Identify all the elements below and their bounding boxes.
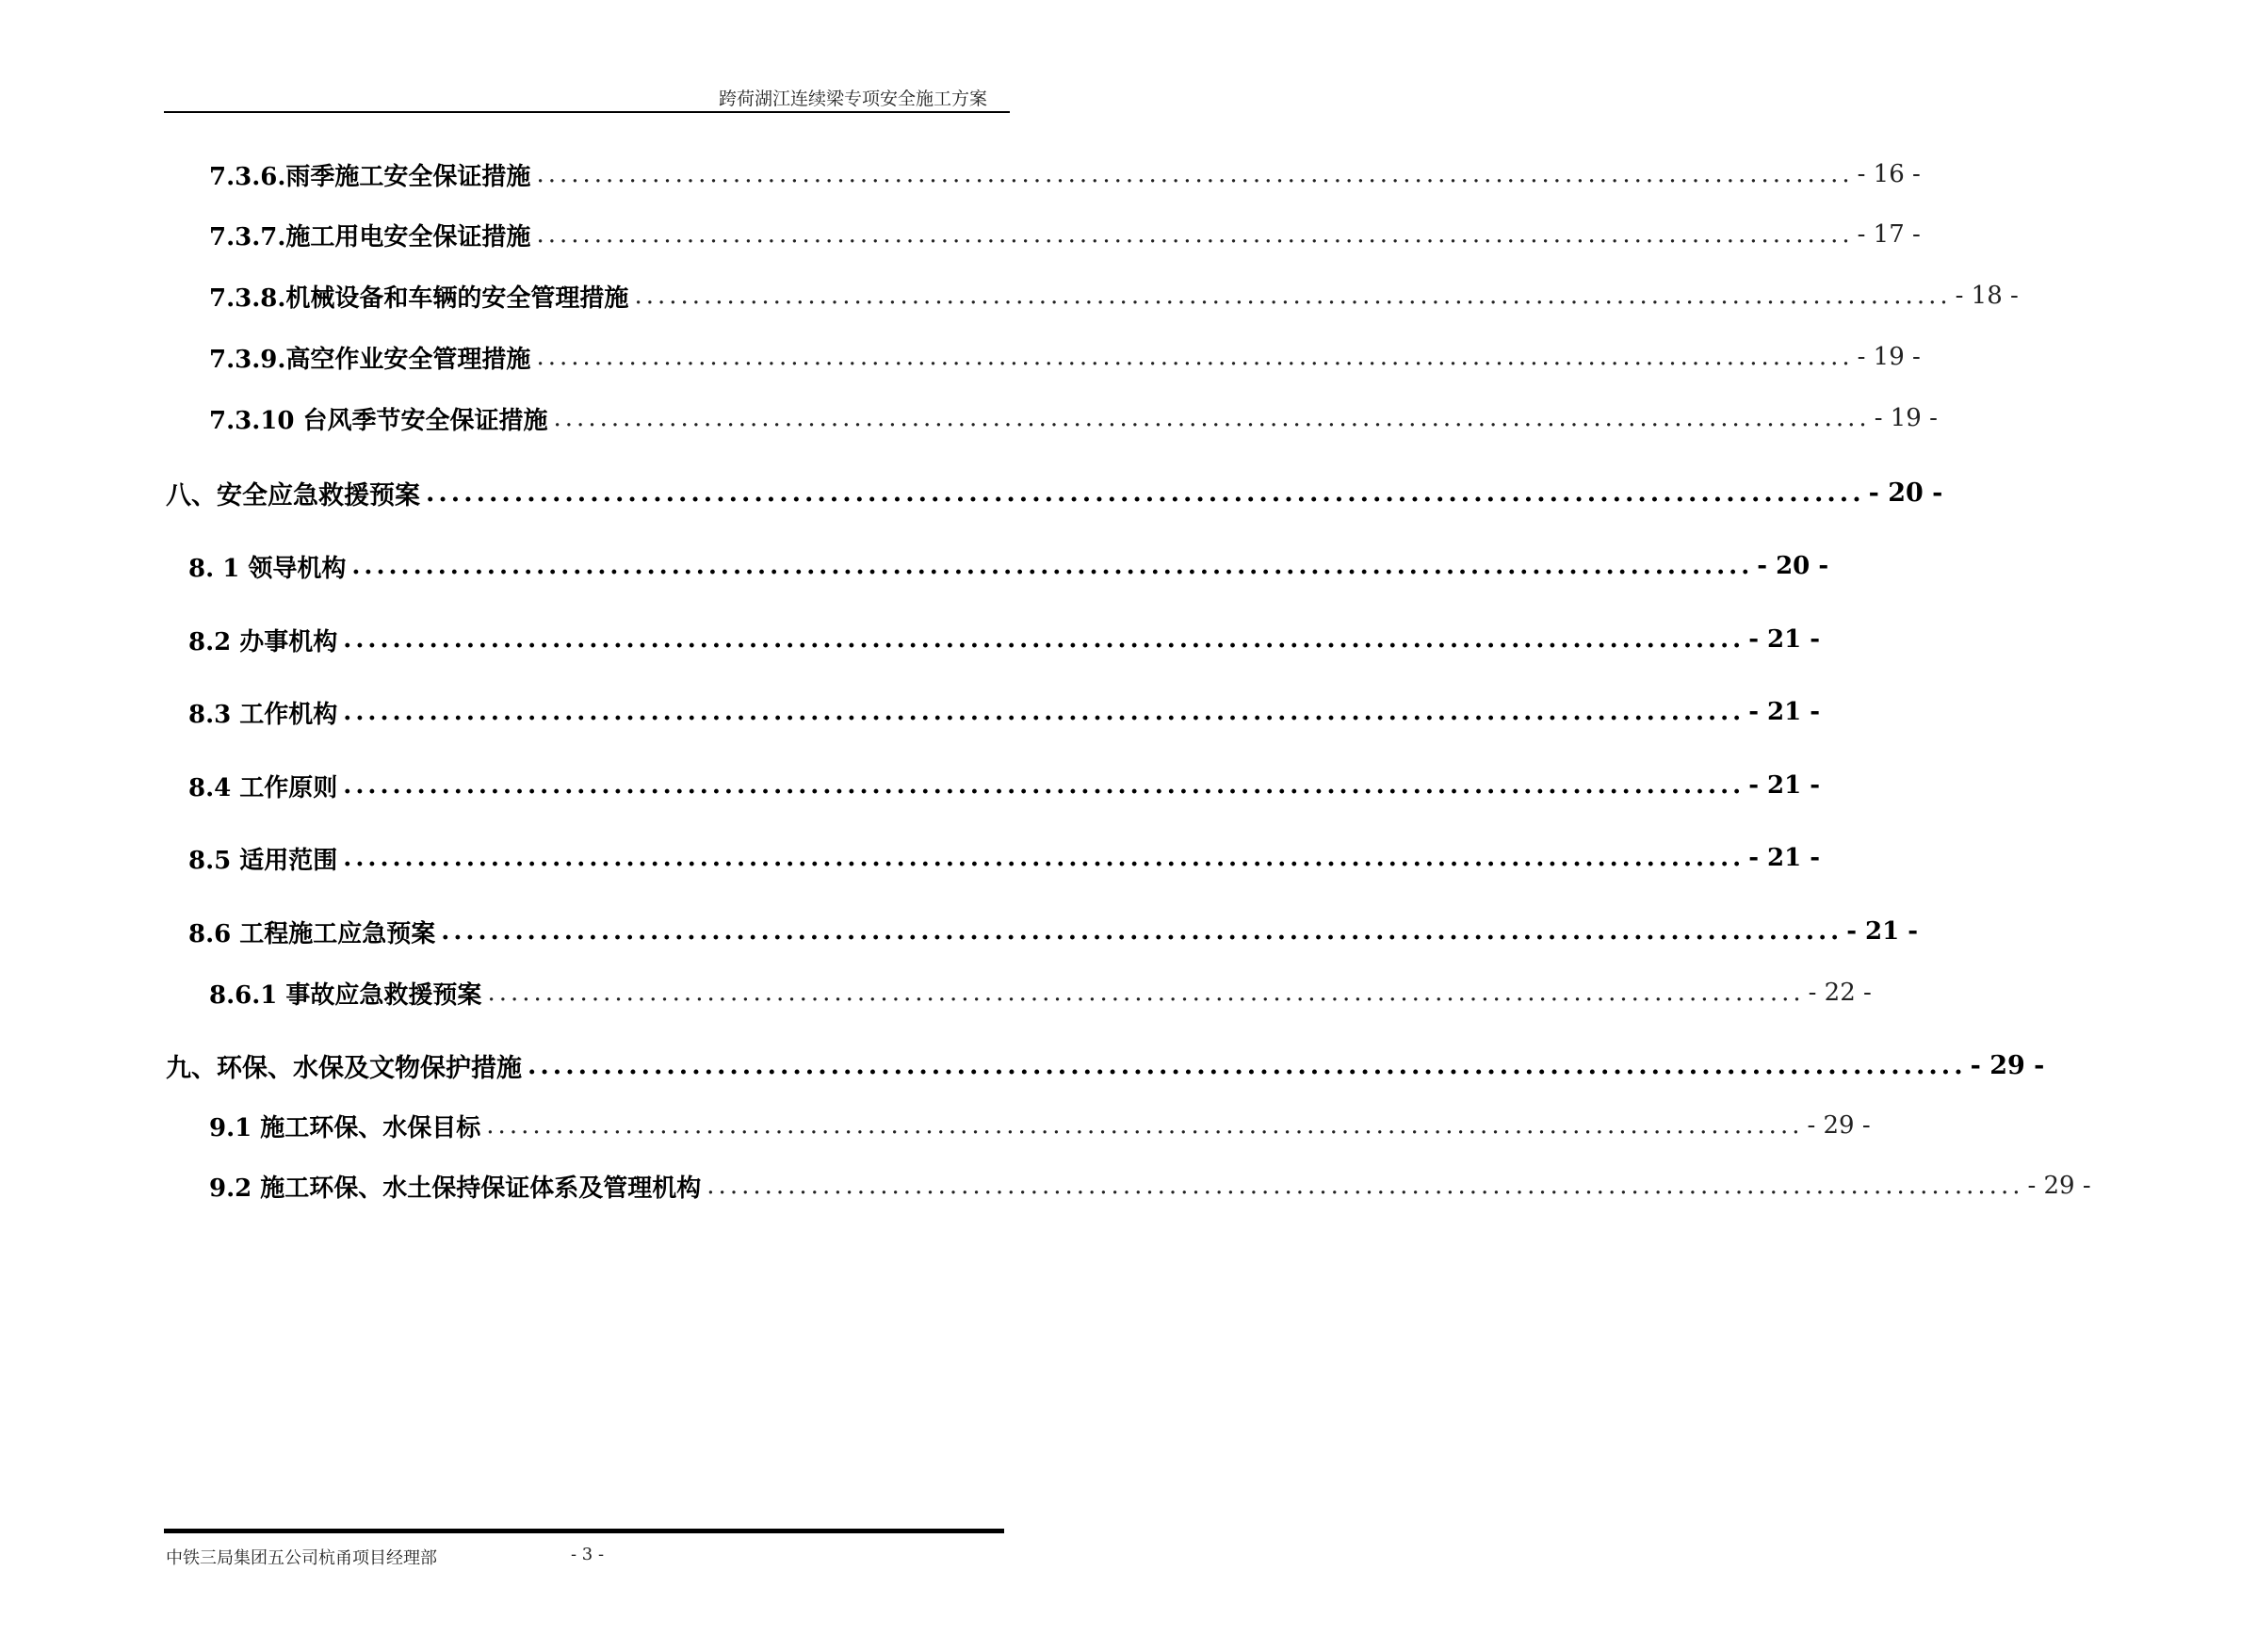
- footer-organization: 中铁三局集团五公司杭甬项目经理部: [166, 1548, 437, 1568]
- toc-entry-label: 8.6 工程施工应急预案: [188, 919, 436, 948]
- dot-leader: ..................................................................................................................: [343, 771, 1746, 800]
- toc-entry-label: 7.3.6.雨季施工安全保证措施: [209, 162, 531, 191]
- toc-entry-page: - 29 -: [2027, 1172, 2091, 1200]
- toc-entry[interactable]: [0, 911, 1919, 952]
- toc-entry[interactable]: [0, 1105, 1871, 1146]
- toc-entry-label: 7.3.8.机械设备和车辆的安全管理措施: [209, 283, 629, 313]
- toc-entry-page: - 16 -: [1857, 160, 1921, 188]
- toc-entry-page: - 20 -: [1868, 478, 1943, 508]
- toc-entry[interactable]: [0, 154, 1921, 195]
- dot-leader: ..................................................................................................................: [634, 282, 1952, 310]
- footer-rule: [164, 1529, 1004, 1533]
- dot-leader: ..................................................................................................................: [343, 698, 1746, 726]
- dot-leader: ..................................................................................................................: [343, 844, 1746, 872]
- toc-entry[interactable]: [0, 1165, 2091, 1207]
- toc-entry[interactable]: [0, 619, 1821, 660]
- dot-leader: ..................................................................................................................: [426, 478, 1865, 508]
- toc-entry[interactable]: [0, 397, 1938, 439]
- toc-entry-label: 7.3.10 台风季节安全保证措施: [209, 406, 548, 435]
- dot-leader: ..................................................................................................................: [706, 1172, 2024, 1200]
- toc-entry-page: - 29 -: [1970, 1050, 2045, 1080]
- toc-entry[interactable]: [0, 691, 1821, 733]
- toc-entry-label: 九、环保、水保及文物保护措施: [166, 1053, 522, 1083]
- toc-entry-page: - 22 -: [1808, 979, 1872, 1007]
- toc-entry-label: 7.3.7.施工用电安全保证措施: [209, 222, 531, 251]
- toc-entry-page: - 21 -: [1748, 625, 1821, 654]
- toc-entry-page: - 21 -: [1846, 917, 1919, 946]
- toc-entry[interactable]: [0, 765, 1821, 806]
- toc-entry-label: 9.1 施工环保、水保目标: [209, 1113, 481, 1142]
- toc-entry-label: 8.3 工作机构: [188, 700, 338, 729]
- dot-leader: ..................................................................................................................: [441, 917, 1843, 946]
- toc-entry-label: 8.4 工作原则: [188, 773, 338, 802]
- dot-leader: ..................................................................................................................: [528, 1050, 1967, 1080]
- toc-entry[interactable]: [0, 472, 1943, 513]
- toc-entry[interactable]: [0, 336, 1921, 378]
- toc-entry[interactable]: [0, 972, 1872, 1013]
- toc-entry[interactable]: [0, 837, 1821, 879]
- toc-entry-label: 8.5 适用范围: [188, 846, 338, 875]
- toc-entry[interactable]: [0, 214, 1921, 255]
- dot-leader: ..................................................................................................................: [553, 404, 1871, 432]
- toc-entry[interactable]: [0, 1045, 2045, 1086]
- footer-page-number: - 3 -: [571, 1545, 605, 1564]
- toc-entry-page: - 19 -: [1857, 343, 1921, 371]
- toc-entry-label: 7.3.9.高空作业安全管理措施: [209, 345, 531, 374]
- toc-entry-label: 八、安全应急救援预案: [166, 480, 420, 510]
- toc-entry-label: 9.2 施工环保、水土保持保证体系及管理机构: [209, 1174, 702, 1203]
- toc-entry-page: - 18 -: [1955, 282, 2019, 310]
- dot-leader: ..................................................................................................................: [536, 160, 1854, 188]
- toc-entry-page: - 17 -: [1857, 220, 1921, 249]
- toc-entry-page: - 20 -: [1757, 552, 1829, 580]
- toc-entry-page: - 21 -: [1748, 698, 1821, 726]
- dot-leader: ..................................................................................................................: [486, 1111, 1804, 1140]
- dot-leader: ..................................................................................................................: [351, 552, 1754, 580]
- dot-leader: ..................................................................................................................: [536, 220, 1854, 249]
- toc-entry-page: - 21 -: [1748, 771, 1821, 800]
- toc-entry-label: 8. 1 领导机构: [188, 554, 347, 583]
- dot-leader: ..................................................................................................................: [343, 625, 1746, 654]
- toc-entry-page: - 19 -: [1874, 404, 1938, 432]
- toc-entry-page: - 21 -: [1748, 844, 1821, 872]
- toc-entry[interactable]: [0, 275, 2019, 316]
- dot-leader: ..................................................................................................................: [536, 343, 1854, 371]
- header-title: 跨荷湖江连续梁专项安全施工方案: [718, 89, 987, 109]
- toc-entry-label: 8.2 办事机构: [188, 627, 338, 656]
- toc-entry-page: - 29 -: [1807, 1111, 1871, 1140]
- toc-entry-label: 8.6.1 事故应急救援预案: [209, 980, 482, 1010]
- toc-entry[interactable]: [0, 545, 1829, 587]
- page-header: [164, 75, 1010, 113]
- dot-leader: ..................................................................................................................: [487, 979, 1805, 1007]
